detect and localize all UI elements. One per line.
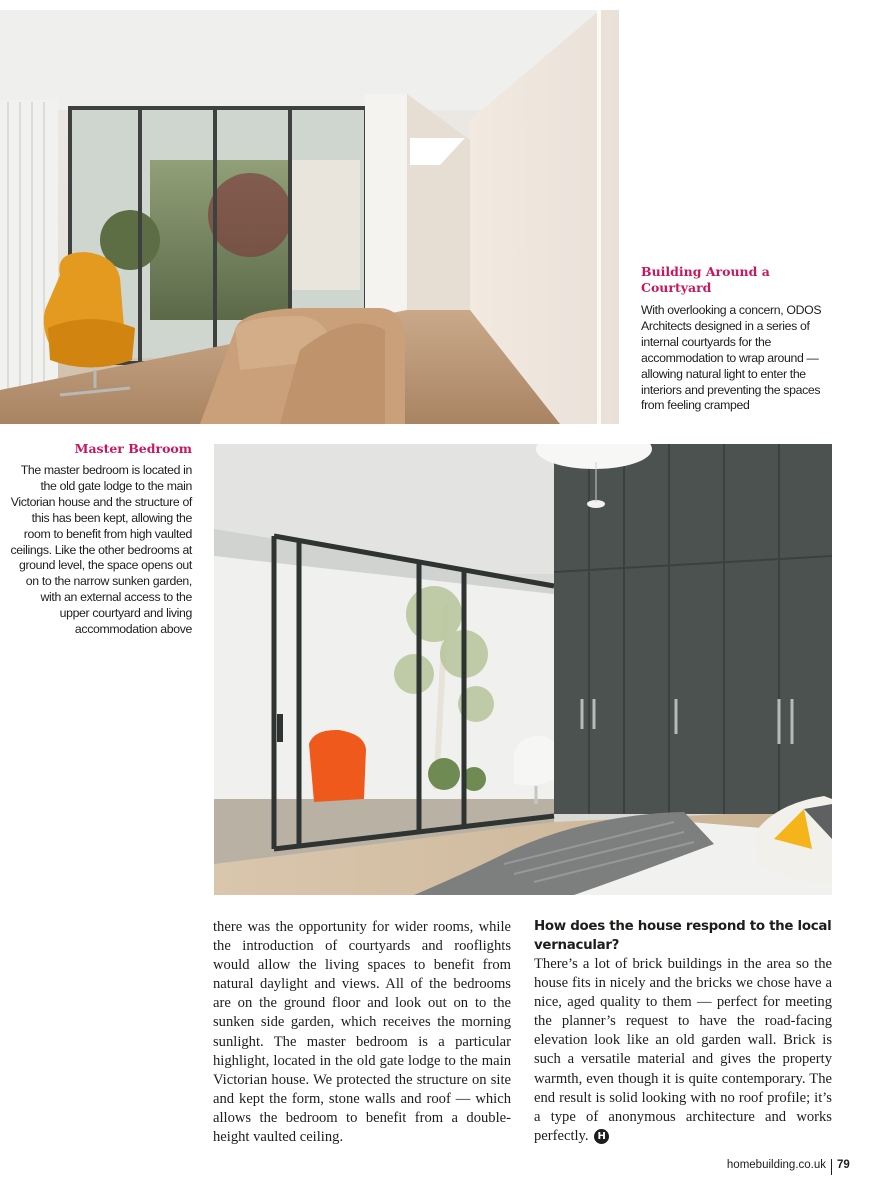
bedroom-caption xyxy=(8,441,192,638)
courtyard-caption-body: With overlooking a concern, ODOS Architects designed in a series of internal courtyards for the accommodation to wrap around — allowing natural light to enter the interiors and preventing the spaces from feeling cramped xyxy=(641,303,822,413)
master-bedroom-photo xyxy=(214,444,832,895)
answer-text: There’s a lot of brick buildings in the area so the house fits in nicely and the bricks we chose have a nice, aged quality to them — perfect for meeting the planner’s request to have the road-facing elevation look like an old garden wall. Brick is such a versatile material and gives the property warmth, even though it is quite contemporary. The end result is solid looking with no roof profile; it’s a type of anonymous architecture and works perfectly. xyxy=(534,956,832,1144)
homebuilding-logo-icon: H xyxy=(594,1129,609,1144)
living-room-photo xyxy=(0,10,619,424)
page-number: 79 xyxy=(837,1159,850,1171)
page-footer xyxy=(700,1159,850,1175)
article-right-column xyxy=(534,918,832,1146)
courtyard-caption-title: Building Around a Courtyard xyxy=(641,264,770,295)
answer-paragraph xyxy=(534,955,832,1146)
article-left-column: there was the opportunity for wider rooms, while the introduction of courtyards and rooflights would allow the living spaces to benefit from natural daylight and views. All of the bedrooms are on the ground floor and look out on to the sunken side garden, which receives the morning sunlight. The master bedroom is a particular highlight, located in the old gate lodge to the main Victorian house. We protected the structure on site and kept the form, stone walls and roof — which allows the bedroom to benefit from a double-height vaulted ceiling. xyxy=(213,919,511,1146)
question-heading: How does the house respond to the local vernacular? xyxy=(534,919,832,953)
bedroom-caption-title: Master Bedroom xyxy=(74,441,192,456)
footer-divider xyxy=(831,1159,832,1175)
courtyard-caption xyxy=(641,264,831,414)
footer-site-url: homebuilding.co.uk xyxy=(726,1159,826,1171)
bedroom-caption-body: The master bedroom is located in the old gate lodge to the main Victorian house and the structure of this has been kept, allowing the room to benefit from high vaulted ceilings. Like the other bedrooms at ground level, the space opens out on to the narrow sunken garden, with an external access to the upper courtyard and living accommodation above xyxy=(10,463,192,637)
